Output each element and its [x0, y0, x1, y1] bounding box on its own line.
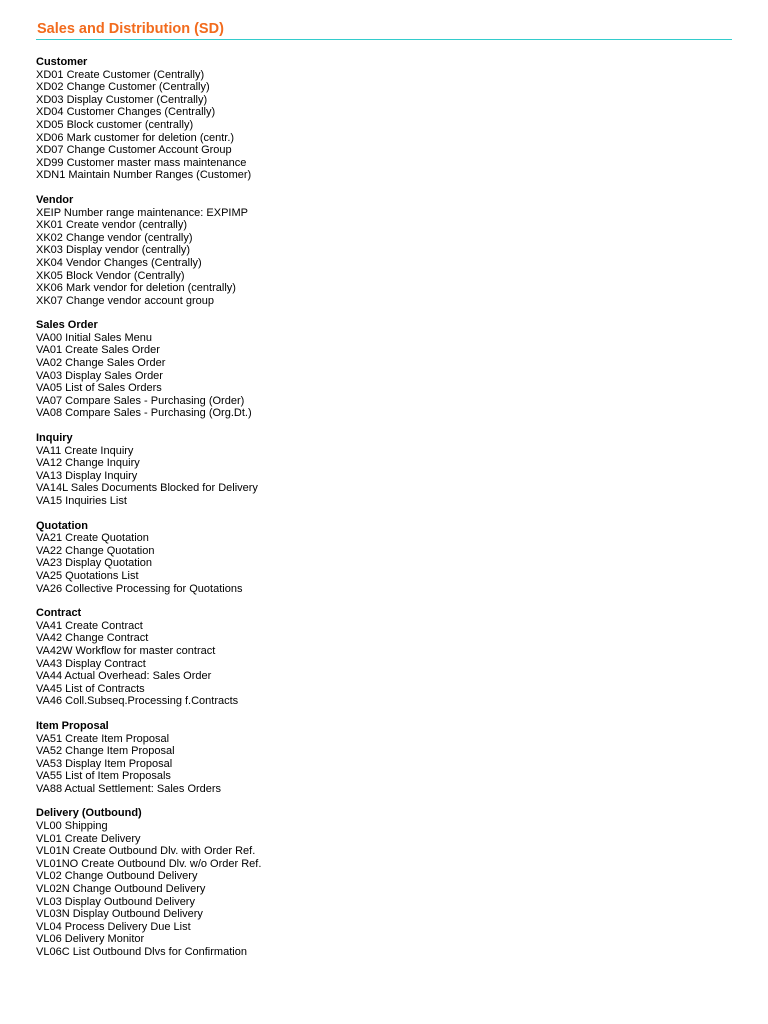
- transaction-item: VA23 Display Quotation: [36, 557, 152, 570]
- transaction-item: VL02 Change Outbound Delivery: [36, 870, 198, 883]
- transaction-item: XD04 Customer Changes (Centrally): [36, 106, 216, 119]
- section-heading: Contract: [36, 607, 82, 620]
- transaction-item: VL03 Display Outbound Delivery: [36, 895, 195, 908]
- transaction-item: XD07 Change Customer Account Group: [36, 144, 232, 157]
- section-heading: Quotation: [36, 519, 88, 532]
- transaction-item: VL00 Shipping: [36, 820, 108, 833]
- transaction-list: [36, 207, 732, 308]
- transaction-item: VA53 Display Item Proposal: [36, 757, 173, 770]
- transaction-item: XD99 Customer master mass maintenance: [36, 156, 247, 169]
- transaction-item: XD05 Block customer (centrally): [36, 118, 194, 131]
- transaction-item: VA07 Compare Sales - Purchasing (Order): [36, 394, 245, 407]
- transaction-item: XD02 Change Customer (Centrally): [36, 81, 210, 94]
- transaction-item: VA11 Create Inquiry: [36, 444, 134, 457]
- transaction-item: XD03 Display Customer (Centrally): [36, 93, 208, 106]
- transaction-item: VA51 Create Item Proposal: [36, 732, 170, 745]
- section: [36, 720, 732, 796]
- transaction-item: XK03 Display vendor (centrally): [36, 244, 191, 257]
- section-heading: Vendor: [36, 193, 74, 206]
- transaction-item: XDN1 Maintain Number Ranges (Customer): [36, 169, 252, 182]
- section: [36, 807, 732, 958]
- transaction-list: [36, 445, 732, 508]
- section-heading: Customer: [36, 56, 88, 68]
- transaction-item: VA14L Sales Documents Blocked for Delivery: [36, 482, 258, 495]
- section: [36, 319, 732, 420]
- transaction-item: VA15 Inquiries List: [36, 495, 127, 507]
- section-heading: Delivery (Outbound): [36, 807, 142, 820]
- transaction-item: VA52 Change Item Proposal: [36, 745, 175, 758]
- transaction-list: [36, 332, 732, 420]
- transaction-item: VA46 Coll.Subseq.Processing f.Contracts: [36, 695, 239, 708]
- transaction-item: XEIP Number range maintenance: EXPIMP: [36, 206, 248, 219]
- transaction-list: [36, 620, 732, 708]
- transaction-item: XK04 Vendor Changes (Centrally): [36, 256, 202, 269]
- transaction-item: VA08 Compare Sales - Purchasing (Org.Dt.): [36, 407, 252, 420]
- transaction-item: XK02 Change vendor (centrally): [36, 231, 193, 244]
- section: [36, 520, 732, 596]
- section-heading: Item Proposal: [36, 719, 109, 732]
- page-title: Sales and Distribution (SD): [37, 21, 224, 37]
- transaction-item: VA88 Actual Settlement: Sales Orders: [36, 782, 222, 795]
- transaction-item: VL04 Process Delivery Due List: [36, 920, 191, 933]
- section: [36, 194, 732, 307]
- transaction-item: VA03 Display Sales Order: [36, 369, 163, 382]
- transaction-item: VA41 Create Contract: [36, 619, 143, 632]
- transaction-item: VA55 List of Item Proposals: [36, 770, 171, 783]
- transaction-list: [36, 69, 732, 182]
- transaction-item: XD06 Mark customer for deletion (centr.): [36, 131, 235, 144]
- transaction-item: VA44 Actual Overhead: Sales Order: [36, 670, 212, 683]
- transaction-item: VA26 Collective Processing for Quotations: [36, 582, 243, 595]
- transaction-item: VL06C List Outbound Dlvs for Confirmation: [36, 946, 247, 958]
- transaction-item: XK01 Create vendor (centrally): [36, 219, 188, 232]
- transaction-item: VL01NO Create Outbound Dlv. w/o Order Ref.: [36, 857, 262, 870]
- transaction-item: VA45 List of Contracts: [36, 682, 145, 695]
- section: [36, 432, 732, 508]
- transaction-item: XK06 Mark vendor for deletion (centrally): [36, 282, 236, 295]
- transaction-list: [36, 820, 732, 959]
- transaction-list: [36, 733, 732, 796]
- transaction-item: VL01 Create Delivery: [36, 832, 141, 845]
- section-list-container: [36, 56, 732, 959]
- section: [36, 56, 732, 182]
- transaction-item: VA01 Create Sales Order: [36, 344, 160, 357]
- transaction-item: XD01 Create Customer (Centrally): [36, 68, 205, 81]
- transaction-item: VL01N Create Outbound Dlv. with Order Ref.: [36, 845, 256, 858]
- transaction-list: [36, 532, 732, 595]
- transaction-item: VA13 Display Inquiry: [36, 469, 138, 482]
- transaction-item: VA02 Change Sales Order: [36, 357, 166, 370]
- transaction-item: XK07 Change vendor account group: [36, 294, 214, 307]
- section-heading: Sales Order: [36, 319, 98, 332]
- transaction-item: VL03N Display Outbound Delivery: [36, 908, 203, 921]
- transaction-item: VL06 Delivery Monitor: [36, 933, 145, 946]
- section: [36, 607, 732, 708]
- transaction-item: VA05 List of Sales Orders: [36, 382, 162, 395]
- transaction-item: VA21 Create Quotation: [36, 532, 149, 545]
- transaction-item: VA42W Workflow for master contract: [36, 644, 216, 657]
- transaction-item: VA12 Change Inquiry: [36, 457, 140, 470]
- transaction-item: VA25 Quotations List: [36, 569, 139, 582]
- section-heading: Inquiry: [36, 432, 73, 445]
- transaction-item: VA22 Change Quotation: [36, 544, 155, 557]
- transaction-item: VL02N Change Outbound Delivery: [36, 883, 206, 896]
- transaction-item: VA43 Display Contract: [36, 657, 146, 670]
- transaction-item: XK05 Block Vendor (Centrally): [36, 269, 185, 282]
- document-page: [36, 20, 732, 971]
- title-divider: [36, 39, 732, 40]
- transaction-item: VA00 Initial Sales Menu: [36, 331, 152, 344]
- transaction-item: VA42 Change Contract: [36, 632, 149, 645]
